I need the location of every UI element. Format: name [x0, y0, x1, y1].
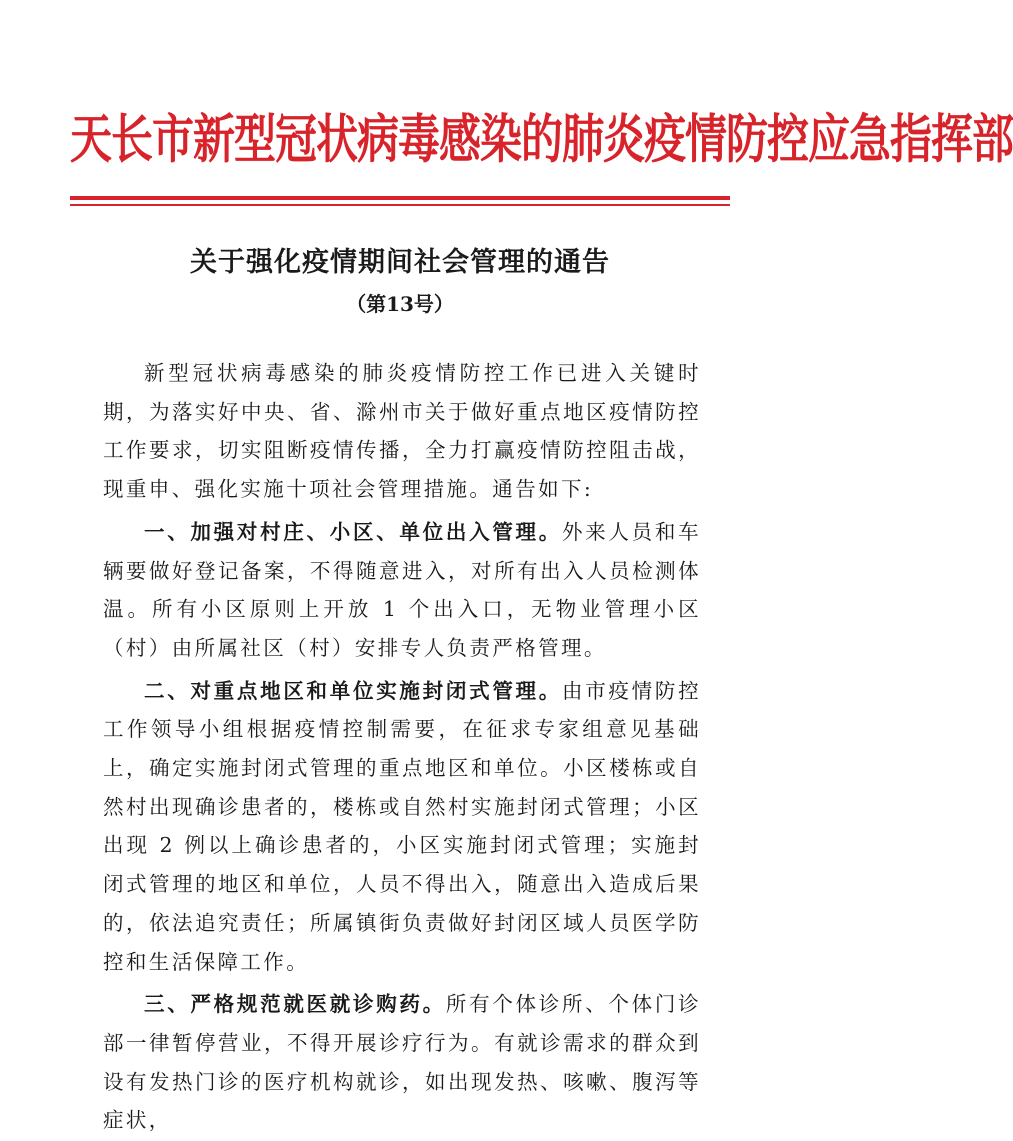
section-heading-3: 三、严格规范就医就诊购药。 — [144, 992, 446, 1017]
notice-body — [103, 354, 701, 1140]
section-heading-2: 二、对重点地区和单位实施封闭式管理。 — [144, 678, 562, 703]
notice-number: （第13号） — [346, 292, 454, 316]
header-rule-thin — [70, 204, 730, 206]
intro-paragraph: 新型冠状病毒感染的肺炎疫情防控工作已进入关键时期，为落实好中央、省、滁州市关于做好重点地区疫情防控工作要求，切实阻断疫情传播，全力打赢疫情防控阻击战，现重申、强化实施十项社会管理措施。通告如下: — [103, 361, 701, 502]
section-paragraph-2 — [103, 672, 701, 982]
section-paragraph-1 — [103, 513, 701, 668]
section-heading-1: 一、加强对村庄、小区、单位出入管理。 — [144, 519, 562, 544]
notice-title: 关于强化疫情期间社会管理的通告 — [190, 247, 610, 278]
section-paragraph-3 — [103, 985, 701, 1140]
section-text-3: 所有个体诊所、个体门诊部一律暂停营业，不得开展诊疗行为。有就诊需求的群众到设有发热门诊的医疗机构就诊，如出现发热、咳嗽、腹泻等症状， — [103, 992, 702, 1133]
section-text-2: 由市疫情防控工作领导小组根据疫情控制需要，在征求专家组意见基础上，确定实施封闭式管理的重点地区和单位。小区楼栋或自然村出现确诊患者的，楼栋或自然村实施封闭式管理；小区出现 2 例以上确诊患者的，小区实施封闭式管理；实施封闭式管理的地区和单位，人员不得出入，随意出入造成后果的，依法追究责任；所属镇街负责做好封闭区域人员医学防控和生活保障工作。 — [103, 678, 701, 974]
header-rule-thick — [70, 196, 730, 200]
section-text-1: 外来人员和车辆要做好登记备案，不得随意进入，对所有出入人员检测体温。所有小区原则上开放 1 个出入口，无物业管理小区（村）由所属社区（村）安排专人负责严格管理。 — [103, 519, 701, 660]
issuer-header: 天长市新型冠状病毒感染的肺炎疫情防控应急指挥部 — [70, 108, 1013, 170]
